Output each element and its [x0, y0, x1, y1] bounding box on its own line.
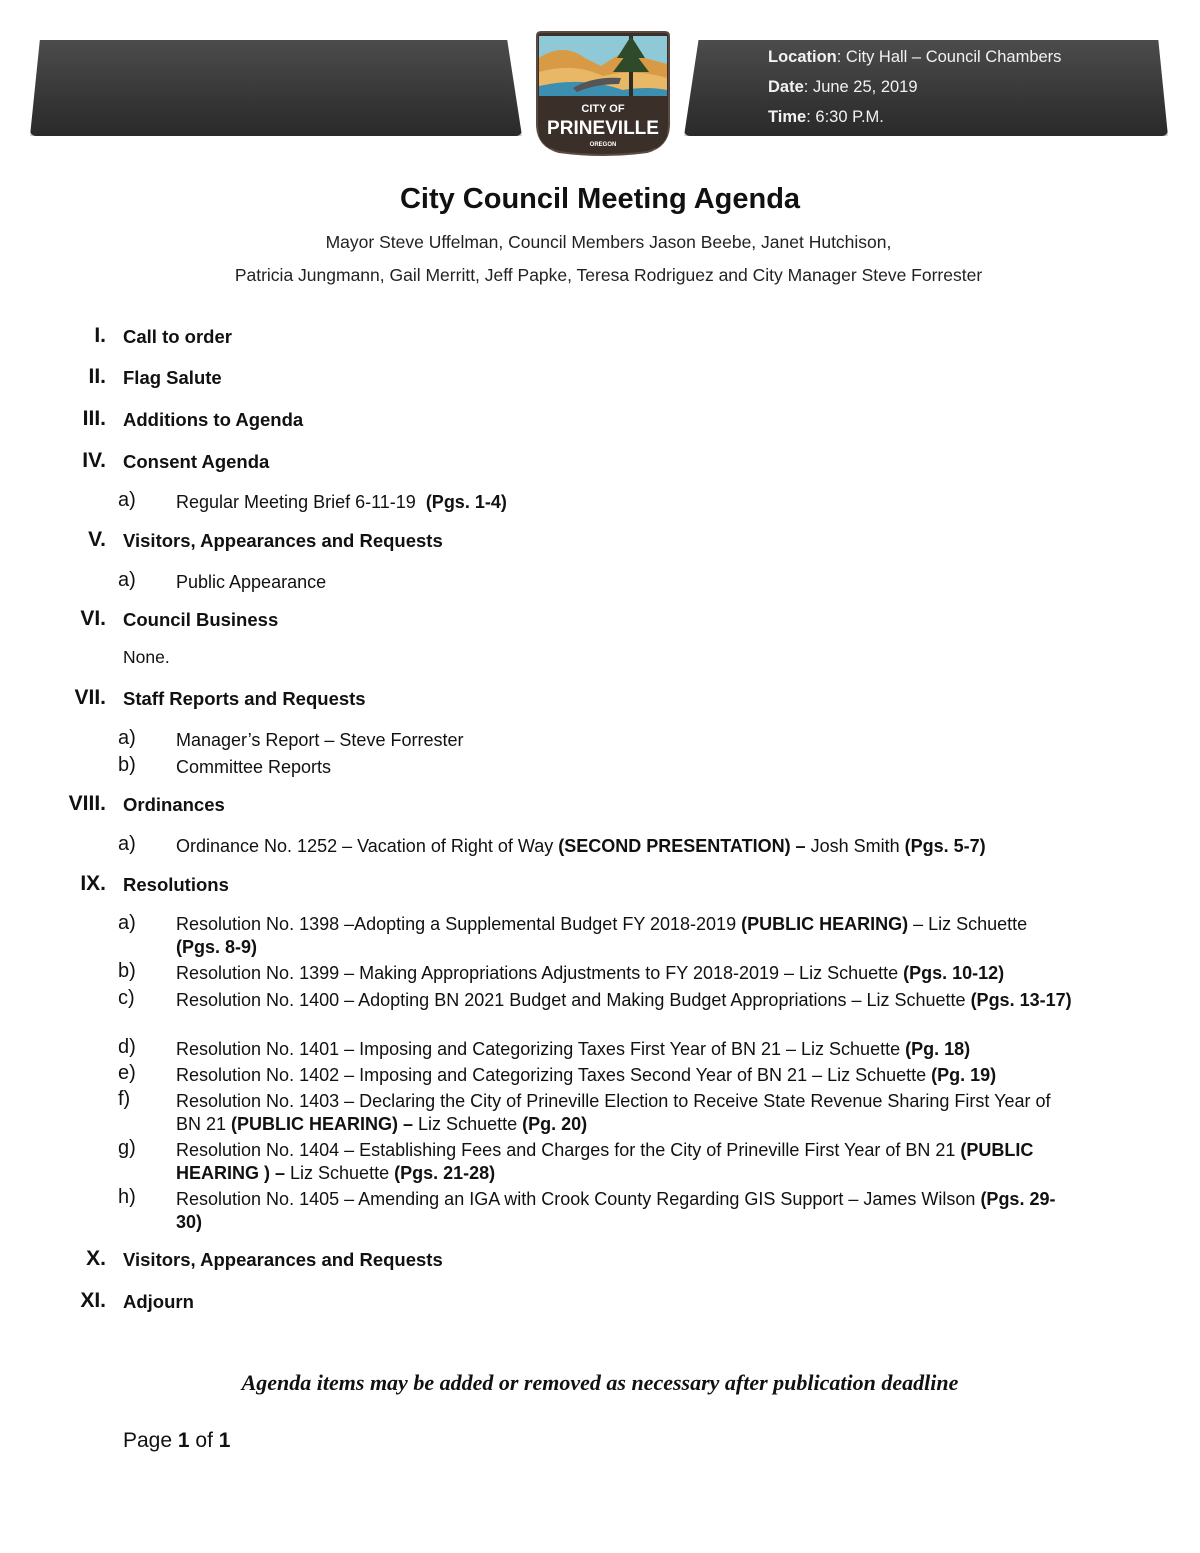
- item-text: Resolution No. 1402 – Imposing and Categorizing Taxes Second Year of BN 21 – Liz Schuette: [176, 1065, 932, 1085]
- item-pages: (Pgs. 21-28): [394, 1163, 496, 1183]
- time-label: Time: [768, 108, 807, 126]
- item-pages: (Pgs. 8-9): [176, 937, 258, 957]
- section-title: Consent Agenda: [123, 451, 270, 472]
- section-title: Resolutions: [123, 874, 229, 895]
- section-number: X.: [86, 1247, 106, 1270]
- item-bold: (PUBLIC HEARING) –: [231, 1114, 414, 1134]
- page-title: City Council Meeting Agenda: [399, 183, 801, 215]
- page-of: of: [189, 1429, 219, 1452]
- section-title: Council Business: [123, 609, 279, 630]
- item-text: Ordinance No. 1252 – Vacation of Right of Way: [176, 836, 559, 856]
- attendees-line-2: Patricia Jungmann, Gail Merritt, Jeff Papke, Teresa Rodriguez and City Manager Steve Forrester: [234, 265, 983, 285]
- item-bold: (SECOND PRESENTATION) –: [558, 836, 806, 856]
- agenda-item: [176, 962, 1106, 985]
- item-letter: g): [118, 1137, 136, 1159]
- item-letter: a): [118, 912, 136, 934]
- item-letter: b): [118, 960, 136, 982]
- section-number: II.: [88, 365, 106, 388]
- section-title: Call to order: [123, 326, 232, 347]
- item-text: Resolution No. 1403 – Declaring the City of Prineville Election to Receive State Revenue Sharing First Year of BN 21: [176, 1091, 1051, 1134]
- section-number: VIII.: [68, 792, 106, 815]
- item-text: Liz Schuette: [413, 1114, 523, 1134]
- page-total: 1: [218, 1429, 231, 1452]
- section-number: VII.: [74, 686, 106, 709]
- agenda-item: [176, 835, 1106, 858]
- logo-text-city-of: CITY OF: [581, 103, 625, 115]
- section-number: XI.: [80, 1289, 106, 1312]
- item-text: Resolution No. 1404 – Establishing Fees and Charges for the City of Prineville First Year of BN 21: [176, 1140, 961, 1160]
- item-text: Liz Schuette: [285, 1163, 395, 1183]
- agenda-item: [176, 1064, 1106, 1087]
- section-number: IV.: [82, 449, 106, 472]
- agenda-item: Public Appearance: [176, 572, 327, 592]
- item-pages: (Pgs. 13-17): [970, 990, 1072, 1010]
- agenda-item: [176, 989, 1106, 1012]
- item-pages: (Pg. 19): [931, 1065, 997, 1085]
- agenda-item: [176, 1188, 1066, 1234]
- location-label: Location: [768, 48, 837, 66]
- page-current: 1: [177, 1429, 190, 1452]
- item-text: – Liz Schuette: [908, 914, 1028, 934]
- item-pages: (Pgs. 10-12): [903, 963, 1005, 983]
- agenda-item: Committee Reports: [176, 757, 332, 777]
- section-title: Adjourn: [123, 1291, 194, 1312]
- item-text: Regular Meeting Brief 6-11-19: [176, 492, 416, 512]
- footer-note: Agenda items may be added or removed as necessary after publication deadline: [241, 1370, 959, 1395]
- section-number: I.: [94, 324, 106, 347]
- section-title: Flag Salute: [123, 367, 222, 388]
- agenda-item: [176, 913, 1046, 959]
- item-letter: e): [118, 1062, 136, 1084]
- meta-time: Time: 6:30 P.M.: [768, 108, 884, 126]
- time-value: 6:30 P.M.: [815, 108, 884, 126]
- section-title: Visitors, Appearances and Requests: [123, 530, 443, 551]
- item-text: Resolution No. 1401 – Imposing and Categorizing Taxes First Year of BN 21 – Liz Schuette: [176, 1039, 906, 1059]
- item-text: Resolution No. 1405 – Amending an IGA with Crook County Regarding GIS Support – James Wilson: [176, 1189, 981, 1209]
- date-label: Date: [768, 78, 804, 96]
- section-number: V.: [88, 528, 106, 551]
- page-prefix: Page: [123, 1429, 178, 1452]
- item-bold: (PUBLIC HEARING): [741, 914, 909, 934]
- location-value: City Hall – Council Chambers: [845, 48, 1062, 66]
- agenda-item: [176, 1090, 1076, 1136]
- agenda-item: [176, 491, 1106, 514]
- item-pages: (Pg. 20): [522, 1114, 588, 1134]
- item-text: Resolution No. 1399 – Making Appropriations Adjustments to FY 2018-2019 – Liz Schuette: [176, 963, 904, 983]
- item-letter: a): [118, 569, 136, 591]
- logo-text-oregon: OREGON: [589, 142, 617, 148]
- meta-location: Location: City Hall – Council Chambers: [768, 48, 1062, 66]
- section-number: III.: [82, 407, 106, 430]
- item-letter: b): [118, 754, 136, 776]
- item-text: Resolution No. 1400 – Adopting BN 2021 Budget and Making Budget Appropriations – Liz Schuette: [176, 990, 971, 1010]
- section-number: IX.: [80, 872, 106, 895]
- meta-date: Date: June 25, 2019: [768, 78, 918, 96]
- item-bold: (PUBLIC HEARING ) –: [176, 1140, 1034, 1183]
- section-title: Staff Reports and Requests: [123, 688, 366, 709]
- page-number: [123, 1429, 230, 1453]
- item-text: Josh Smith: [805, 836, 905, 856]
- item-letter: a): [118, 727, 136, 749]
- section-title: Additions to Agenda: [123, 409, 304, 430]
- city-logo: [533, 28, 673, 156]
- item-pages: (Pgs. 1-4): [425, 492, 507, 512]
- agenda-item: Manager’s Report – Steve Forrester: [176, 730, 464, 750]
- logo-text-prineville: PRINEVILLE: [547, 118, 659, 139]
- item-letter: a): [118, 489, 136, 511]
- date-value: June 25, 2019: [812, 78, 918, 96]
- section-title: Visitors, Appearances and Requests: [123, 1249, 443, 1270]
- agenda-item: [176, 1038, 1106, 1061]
- header-banner-left: [30, 40, 522, 136]
- attendees-line-1: Mayor Steve Uffelman, Council Members Jason Beebe, Janet Hutchison,: [325, 232, 892, 252]
- agenda-item: [176, 1139, 1046, 1185]
- item-letter: c): [118, 987, 135, 1009]
- section-title: Ordinances: [123, 794, 225, 815]
- section-note: None.: [123, 647, 170, 667]
- item-letter: d): [118, 1036, 136, 1058]
- item-pages: (Pgs. 29-30): [176, 1189, 1056, 1232]
- item-letter: a): [118, 833, 136, 855]
- item-letter: f): [118, 1088, 131, 1110]
- item-pages: (Pgs. 5-7): [904, 836, 986, 856]
- item-letter: h): [118, 1186, 136, 1208]
- item-pages: (Pg. 18): [905, 1039, 971, 1059]
- item-text: Resolution No. 1398 –Adopting a Supplemental Budget FY 2018-2019: [176, 914, 742, 934]
- section-number: VI.: [80, 607, 106, 630]
